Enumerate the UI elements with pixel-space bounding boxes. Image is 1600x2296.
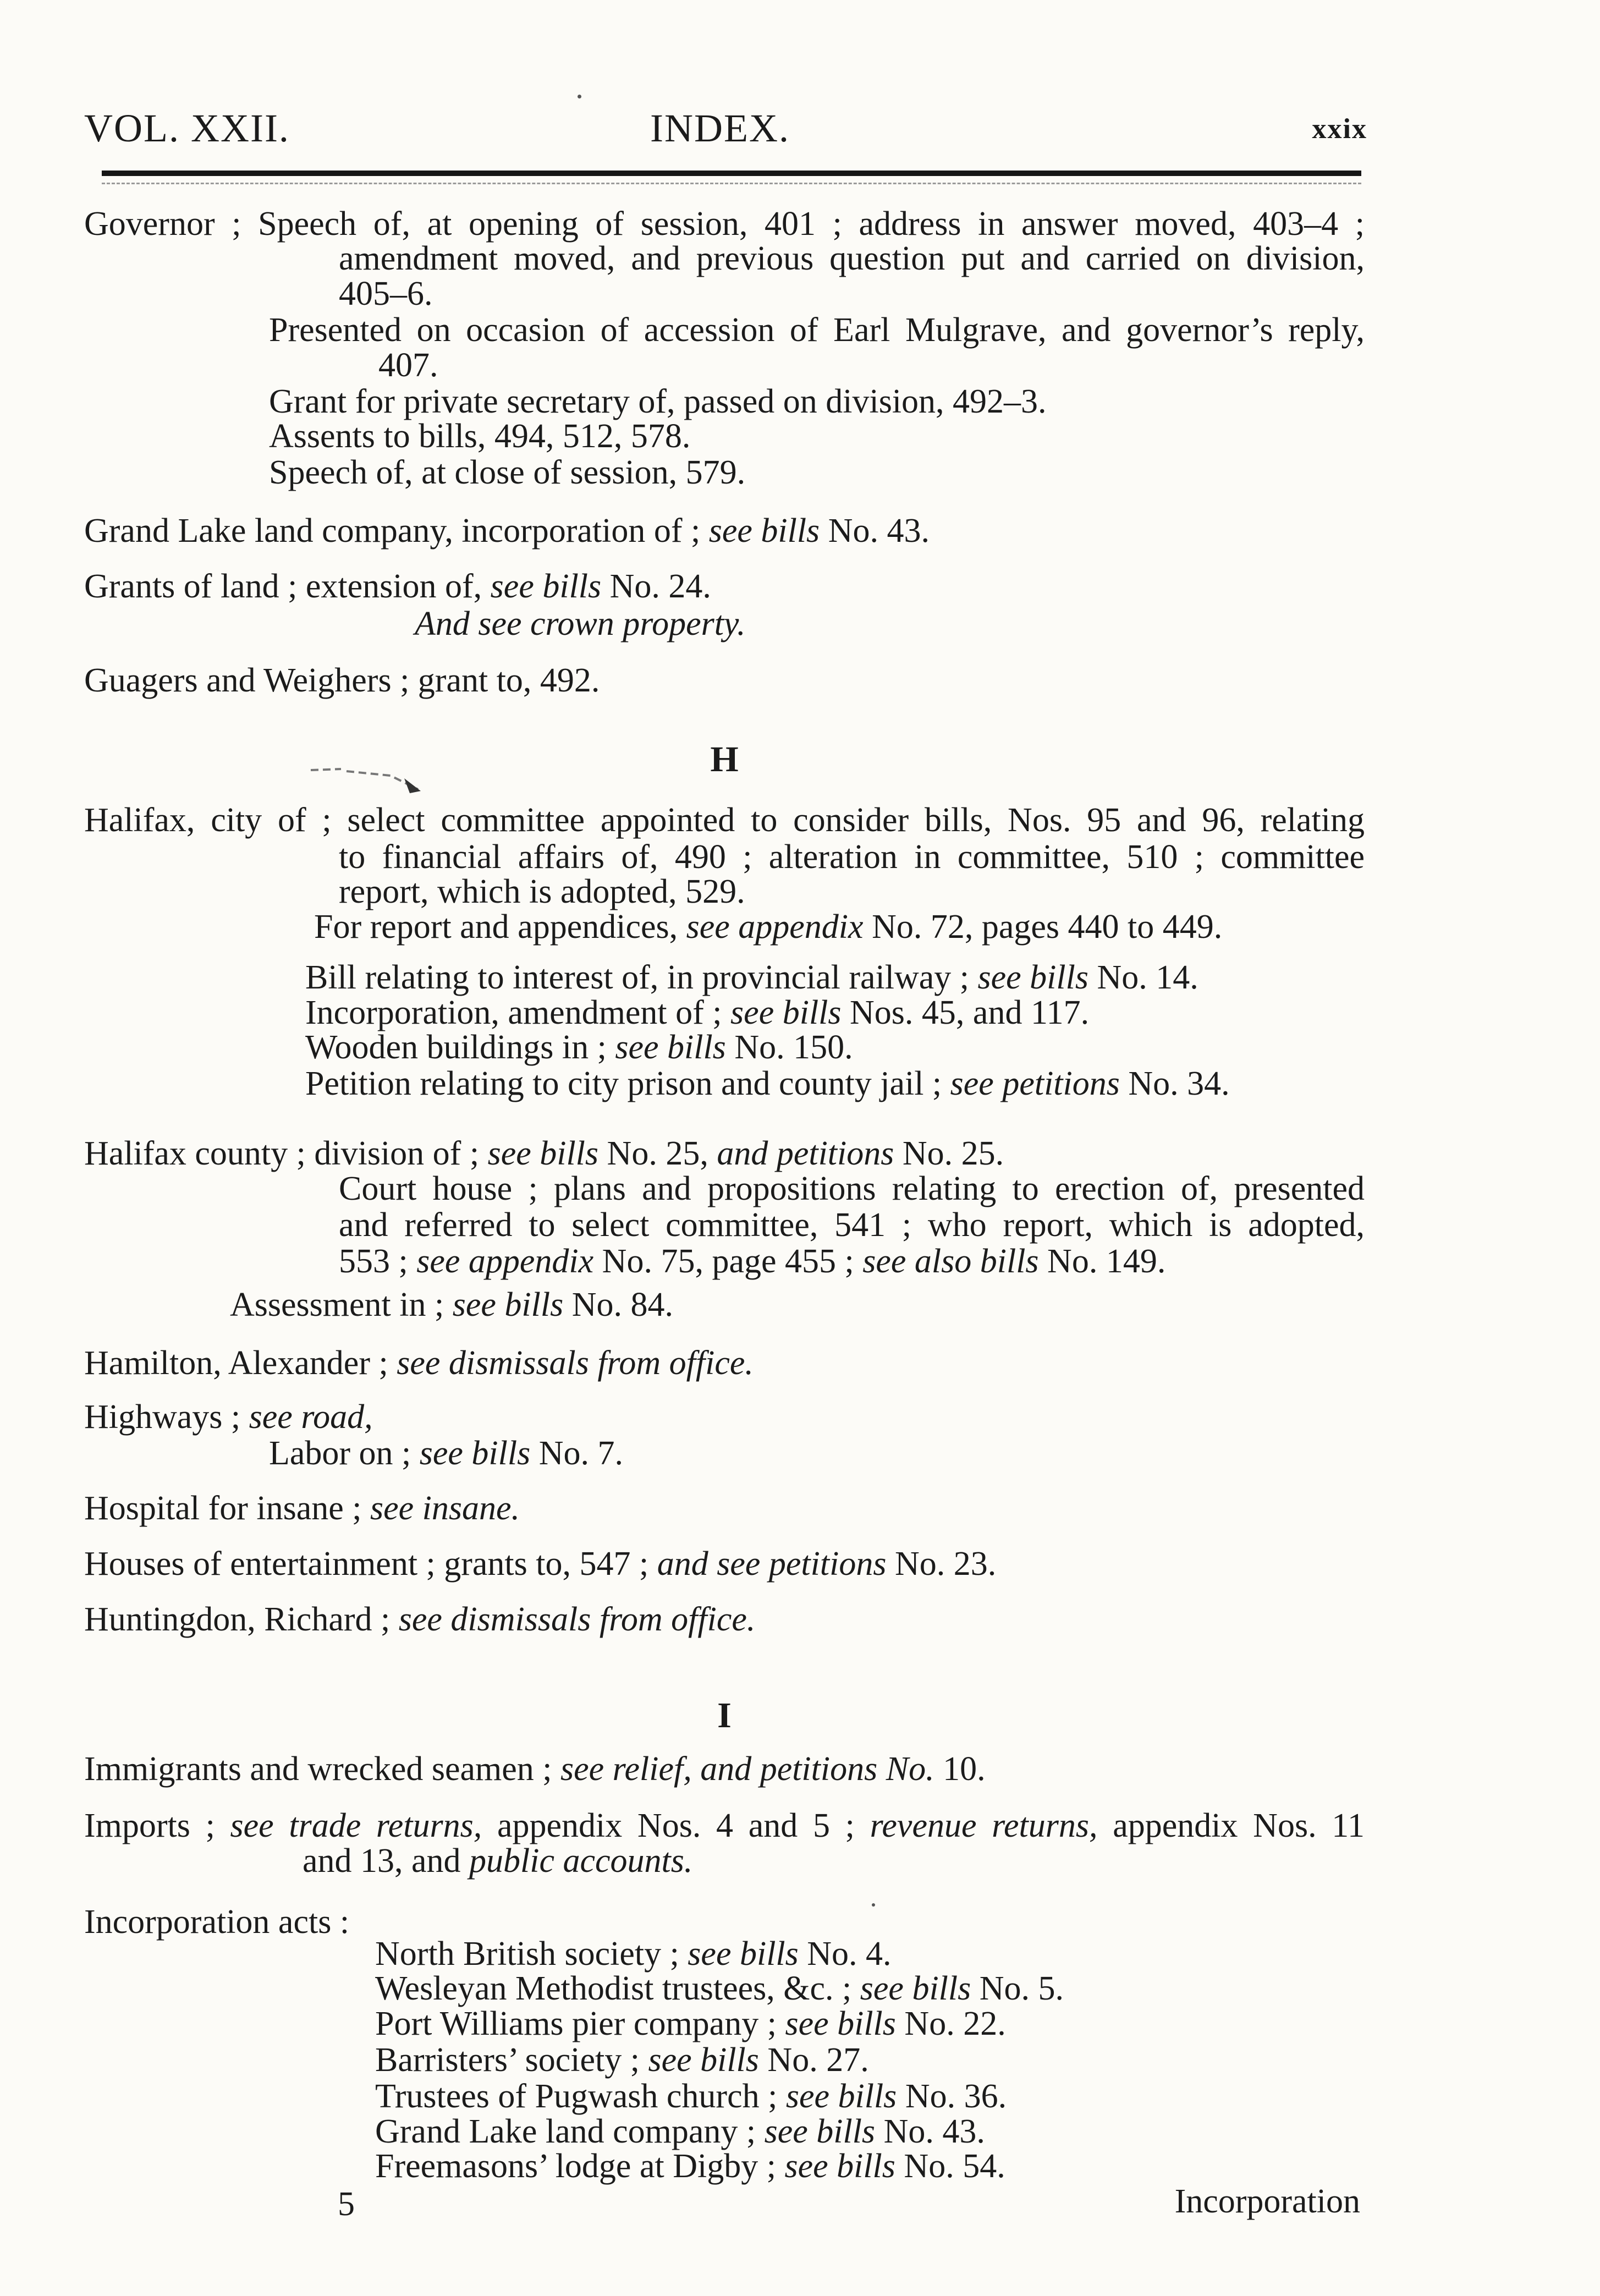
- index-line: [269, 418, 690, 454]
- cross-reference: see bills: [785, 2078, 897, 2115]
- cross-reference: see bills: [860, 1970, 971, 2007]
- entry-text: No. 5.: [971, 1970, 1064, 2007]
- cross-reference: see bills: [452, 1286, 564, 1323]
- cross-reference: and petitions: [717, 1135, 894, 1172]
- cross-reference: see insane.: [370, 1490, 520, 1527]
- cross-reference: see bills: [615, 1029, 726, 1066]
- entry-text: Wooden buildings in ;: [305, 1029, 615, 1066]
- entry-text: 407.: [378, 347, 438, 384]
- entry-text: Labor on ;: [269, 1435, 420, 1472]
- entry-text: No. 22.: [895, 2005, 1006, 2042]
- index-line: [339, 240, 1365, 277]
- cross-reference: see bills: [708, 512, 820, 550]
- section-letter: I: [717, 1695, 732, 1735]
- cross-reference: see appendix: [416, 1243, 594, 1280]
- entry-text: No. 27.: [758, 2041, 869, 2079]
- entry-text: No. 25.: [894, 1135, 1004, 1172]
- index-line: [84, 513, 930, 549]
- entry-text: Barristers’ society ;: [375, 2041, 648, 2079]
- index-line: [339, 1207, 1365, 1243]
- index-line: [84, 1135, 1004, 1172]
- cross-reference: see trade returns,: [230, 1807, 482, 1844]
- cross-reference: see dismissals from office.: [397, 1344, 754, 1382]
- cross-reference: see bills: [785, 2005, 896, 2042]
- volume-label: VOL. XXII.: [84, 106, 290, 150]
- index-line: [415, 606, 746, 642]
- entry-text: Halifax, city of ; select committee appointed to consider bills, Nos. 95 and 96, relating: [84, 801, 1365, 839]
- cross-reference: revenue returns,: [870, 1807, 1098, 1844]
- index-line: [305, 1065, 1230, 1102]
- entry-text: Grand Lake land company ;: [375, 2113, 765, 2150]
- index-line: [230, 1287, 673, 1323]
- catchword: Incorporation: [1174, 2183, 1360, 2220]
- cross-reference: And see crown property.: [415, 605, 746, 642]
- index-line: [84, 1490, 520, 1526]
- entry-text: Hospital for insane ;: [84, 1490, 371, 1527]
- index-line: [84, 1808, 1365, 1844]
- index-line: [375, 2042, 869, 2078]
- index-line: [269, 1435, 623, 1471]
- entry-text: and referred to select committee, 541 ; who report, which is adopted,: [339, 1206, 1365, 1244]
- page-title: INDEX.: [650, 106, 790, 150]
- index-line: [269, 454, 745, 491]
- index-line: [84, 1345, 754, 1381]
- index-line: [305, 959, 1198, 996]
- entry-text: No. 14.: [1088, 959, 1198, 996]
- index-line: [375, 2078, 1007, 2114]
- cross-reference: see bills: [784, 2147, 895, 2185]
- index-line: [84, 662, 600, 699]
- entry-text: No. 75, page 455 ;: [593, 1243, 863, 1280]
- index-line: [314, 909, 1222, 945]
- header-rule: [102, 171, 1361, 176]
- index-line: [84, 568, 711, 605]
- index-line: [84, 802, 1365, 838]
- index-line: [269, 312, 1365, 348]
- header-rule-broken: [102, 183, 1361, 184]
- entry-text: Grant for private secretary of, passed on division, 492–3.: [269, 383, 1047, 420]
- entry-text: Grants of land ; extension of,: [84, 568, 491, 605]
- entry-text: Incorporation acts :: [84, 1903, 350, 1941]
- index-line: [84, 206, 1365, 242]
- index-line: [84, 1601, 755, 1638]
- entry-text: No. 43.: [820, 512, 930, 550]
- index-line: [339, 1243, 1165, 1279]
- index-line: [84, 1751, 986, 1787]
- index-line: [84, 1904, 349, 1940]
- entry-text: Bill relating to interest of, in provincial railway ;: [305, 959, 978, 996]
- entry-text: No. 54.: [895, 2147, 1005, 2185]
- index-line: [375, 1936, 892, 1972]
- entry-text: Incorporation, amendment of ;: [305, 994, 731, 1031]
- entry-text: appendix Nos. 4 and 5 ;: [482, 1807, 870, 1844]
- entry-text: Highways ;: [84, 1398, 249, 1436]
- index-line: [305, 995, 1089, 1031]
- entry-text: For report and appendices,: [314, 908, 686, 946]
- entry-text: No. 4.: [798, 1935, 892, 1973]
- entry-text: No. 24.: [601, 568, 711, 605]
- index-line: [339, 874, 745, 910]
- entry-text: 405–6.: [339, 275, 433, 312]
- entry-text: No. 7.: [530, 1435, 624, 1472]
- cross-reference: see appendix: [686, 908, 864, 946]
- entry-text: No. 36.: [897, 2078, 1007, 2115]
- entry-text: Speech of, at close of session, 579.: [269, 454, 746, 491]
- cross-reference: see dismissals from office.: [398, 1601, 756, 1638]
- section-letter: H: [710, 739, 739, 779]
- index-line: [84, 1546, 996, 1582]
- index-line: [339, 839, 1365, 875]
- entry-text: No. 25,: [598, 1135, 717, 1172]
- cross-reference: see bills: [487, 1135, 599, 1172]
- entry-text: No. 149.: [1038, 1243, 1166, 1280]
- entry-text: 553 ;: [339, 1243, 417, 1280]
- cross-reference: see bills: [977, 959, 1088, 996]
- signature-mark: 5: [338, 2185, 355, 2223]
- entry-text: Trustees of Pugwash church ;: [375, 2078, 786, 2115]
- entry-text: Governor ; Speech of, at opening of session, 401 ; address in answer moved, 403–4 ;: [84, 205, 1365, 243]
- index-line: [339, 1171, 1365, 1207]
- entry-text: Grand Lake land company, incorporation of ;: [84, 512, 709, 550]
- entry-text: Huntingdon, Richard ;: [84, 1601, 399, 1638]
- cross-reference: see also bills: [862, 1243, 1039, 1280]
- cross-reference: see bills: [764, 2113, 876, 2150]
- entry-text: Immigrants and wrecked seamen ;: [84, 1750, 560, 1788]
- page-number: xxix: [1312, 113, 1367, 145]
- entry-text: Halifax county ; division of ;: [84, 1135, 488, 1172]
- entry-text: No. 84.: [563, 1286, 673, 1323]
- cross-reference: public accounts.: [469, 1842, 693, 1880]
- entry-text: to financial affairs of, 490 ; alteration in committee, 510 ; committee: [339, 838, 1365, 876]
- entry-text: No. 23.: [886, 1545, 997, 1583]
- entry-text: amendment moved, and previous question put and carried on division,: [339, 240, 1365, 277]
- index-line: [303, 1843, 692, 1879]
- index-line: [375, 1970, 1064, 2007]
- entry-text: Hamilton, Alexander ;: [84, 1344, 397, 1382]
- index-line: [375, 2006, 1006, 2042]
- cross-reference: see road,: [249, 1398, 373, 1436]
- index-line: [378, 347, 438, 383]
- entry-text: No. 43.: [875, 2113, 985, 2150]
- entry-text: 10.: [934, 1750, 986, 1788]
- scan-speck: [872, 1903, 875, 1907]
- entry-text: and 13, and: [303, 1842, 470, 1880]
- scan-speck: [578, 95, 581, 98]
- entry-text: Houses of entertainment ; grants to, 547 ;: [84, 1545, 657, 1583]
- entry-text: Port Williams pier company ;: [375, 2005, 785, 2042]
- index-line: [339, 276, 433, 312]
- entry-text: Assents to bills, 494, 512, 578.: [269, 418, 691, 455]
- entry-text: Presented on occasion of accession of Earl Mulgrave, and governor’s reply,: [269, 311, 1365, 349]
- cross-reference: see bills: [648, 2041, 759, 2079]
- cross-reference: see bills: [490, 568, 602, 605]
- cross-reference: see relief, and petitions No.: [560, 1750, 934, 1788]
- entry-text: Assessment in ;: [230, 1286, 453, 1323]
- cross-reference: see bills: [419, 1435, 531, 1472]
- entry-text: Guagers and Weighers ; grant to, 492.: [84, 662, 600, 699]
- cross-reference: see petitions: [950, 1065, 1120, 1102]
- index-line: [375, 2148, 1005, 2184]
- entry-text: appendix Nos. 11: [1097, 1807, 1365, 1844]
- entry-text: No. 150.: [725, 1029, 853, 1066]
- entry-text: Nos. 45, and 117.: [841, 994, 1090, 1031]
- entry-text: Wesleyan Methodist trustees, &c. ;: [375, 1970, 860, 2007]
- entry-text: Court house ; plans and propositions relating to erection of, presented: [339, 1170, 1365, 1207]
- cross-reference: see bills: [730, 994, 842, 1031]
- index-line: [375, 2113, 985, 2150]
- entry-text: Imports ;: [84, 1807, 230, 1844]
- cross-reference: see bills: [688, 1935, 799, 1973]
- index-line: [305, 1029, 853, 1065]
- cross-reference: and see petitions: [657, 1545, 887, 1583]
- entry-text: No. 72, pages 440 to 449.: [863, 908, 1223, 946]
- entry-text: No. 34.: [1119, 1065, 1230, 1102]
- entry-text: report, which is adopted, 529.: [339, 873, 745, 910]
- index-line: [269, 383, 1047, 420]
- index-line: [84, 1399, 373, 1435]
- entry-text: North British society ;: [375, 1935, 688, 1973]
- entry-text: Petition relating to city prison and county jail ;: [305, 1065, 950, 1102]
- entry-text: Freemasons’ lodge at Digby ;: [375, 2147, 785, 2185]
